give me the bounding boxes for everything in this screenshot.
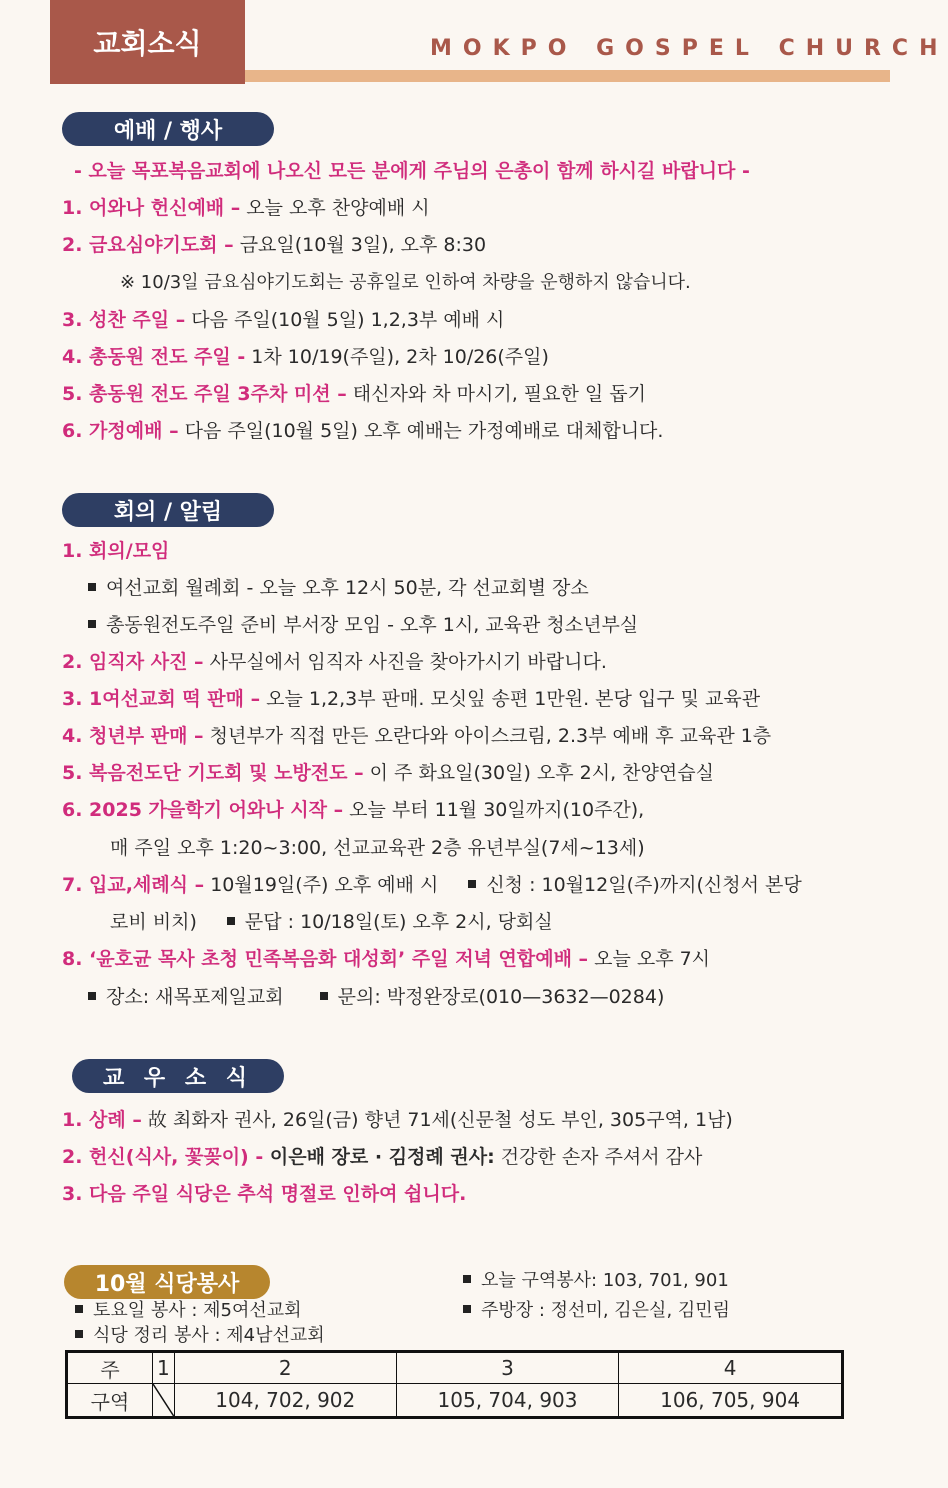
page-title: 교회소식 bbox=[93, 27, 202, 60]
cafeteria-left-item: 식당 정리 봉사 : 제4남선교회 bbox=[75, 1323, 325, 1349]
meeting-item: 5. 복음전도단 기도회 및 노방전도 – 이 주 화요일(30일) 오후 2시, 찬양연습실 bbox=[62, 762, 714, 784]
table-header-cell: 3 bbox=[396, 1352, 618, 1384]
meeting-subitem: 총동원전도주일 준비 부서장 모임 - 오후 1시, 교육관 청소년부실 bbox=[88, 612, 638, 638]
table-cell-empty bbox=[153, 1384, 175, 1418]
bullet-icon bbox=[227, 917, 235, 925]
cafeteria-left-item: 토요일 봉사 : 제5여선교회 bbox=[75, 1298, 302, 1324]
bullet-icon bbox=[468, 880, 476, 888]
worship-item: 2. 금요심야기도회 – 금요일(10월 3일), 오후 8:30 bbox=[62, 234, 487, 256]
table-cell: 104, 702, 902 bbox=[174, 1384, 396, 1418]
worship-item: 6. 가정예배 – 다음 주일(10월 5일) 오후 예배는 가정예배로 대체합니다. bbox=[62, 420, 664, 442]
news-item: 3. 다음 주일 식당은 추석 명절로 인하여 쉽니다. bbox=[62, 1183, 467, 1205]
meeting-item: 6. 2025 가을학기 어와나 시작 – 오늘 부터 11월 30일까지(10주간), bbox=[62, 799, 645, 821]
bullet-icon bbox=[88, 620, 96, 628]
table-row bbox=[67, 1384, 843, 1418]
table-header-cell: 구역 bbox=[67, 1384, 153, 1418]
cafeteria-right-item: 오늘 구역봉사: 103, 701, 901 bbox=[463, 1268, 729, 1294]
meeting-item: 7. 입교,세례식 – 10월19일(주) 오후 예배 시 신청 : 10월12일(주)까지(신청서 본당 bbox=[62, 874, 802, 896]
bullet-icon bbox=[88, 583, 96, 591]
cafeteria-table bbox=[65, 1350, 844, 1419]
meeting-section-title: 회의 / 알림 bbox=[62, 493, 274, 527]
table-header-cell: 주 bbox=[67, 1352, 153, 1384]
bullet-icon bbox=[463, 1305, 471, 1313]
table-cell: 105, 704, 903 bbox=[396, 1384, 618, 1418]
meeting-subitem: 장소: 새목포제일교회 문의: 박정완장로(010—3632—0284) bbox=[88, 984, 664, 1010]
meeting-item: 4. 청년부 판매 – 청년부가 직접 만든 오란다와 아이스크림, 2.3부 예배 후 교육관 1층 bbox=[62, 725, 772, 747]
worship-item: 5. 총동원 전도 주일 3주차 미션 – 태신자와 차 마시기, 필요한 일 돕기 bbox=[62, 383, 646, 405]
news-item: 2. 헌신(식사, 꽃꽂이) - 이은배 장로 · 김정례 권사: 건강한 손자 주셔서 감사 bbox=[62, 1146, 703, 1168]
meeting-item: 2. 임직자 사진 – 사무실에서 임직자 사진을 찾아가시기 바랍니다. bbox=[62, 651, 607, 673]
cafeteria-right-item: 주방장 : 정선미, 김은실, 김민림 bbox=[463, 1298, 730, 1324]
church-name-en: MOKPO GOSPEL CHURCH bbox=[430, 36, 948, 61]
table-row bbox=[67, 1352, 843, 1384]
bullet-icon bbox=[463, 1275, 471, 1283]
bullet-icon bbox=[75, 1330, 83, 1338]
worship-item: 4. 총동원 전도 주일 - 1차 10/19(주일), 2차 10/26(주일) bbox=[62, 346, 549, 368]
diagonal-line-icon bbox=[153, 1384, 174, 1416]
table-header-cell: 2 bbox=[174, 1352, 396, 1384]
greeting-text: - 오늘 목포복음교회에 나오신 모든 분에게 주님의 은총이 함께 하시길 바랍니다 - bbox=[74, 160, 750, 182]
table-header-cell: 4 bbox=[619, 1352, 843, 1384]
worship-section-title: 예배 / 행사 bbox=[62, 112, 274, 146]
meeting-item: 3. 1여선교회 떡 판매 – 오늘 1,2,3부 판매. 모싯잎 송편 1만원. 본당 입구 및 교육관 bbox=[62, 688, 761, 710]
table-header-cell: 1 bbox=[153, 1352, 175, 1384]
table-cell: 106, 705, 904 bbox=[619, 1384, 843, 1418]
bullet-icon bbox=[88, 992, 96, 1000]
bullet-icon bbox=[75, 1305, 83, 1313]
news-section-title: 교 우 소 식 bbox=[72, 1059, 284, 1093]
meeting-item-cont: 로비 비치) 문답 : 10/18일(토) 오후 2시, 당회실 bbox=[110, 911, 553, 933]
meeting-item: 1. 회의/모임 bbox=[62, 540, 170, 562]
worship-item: 1. 어와나 헌신예배 – 오늘 오후 찬양예배 시 bbox=[62, 197, 430, 219]
meeting-item-cont: 매 주일 오후 1:20~3:00, 선교교육관 2층 유년부실(7세~13세) bbox=[110, 837, 645, 859]
meeting-subitem: 여선교회 월례회 - 오늘 오후 12시 50분, 각 선교회별 장소 bbox=[88, 575, 589, 601]
worship-note: ※ 10/3일 금요심야기도회는 공휴일로 인하여 차량을 운행하지 않습니다. bbox=[120, 272, 691, 293]
bullet-icon bbox=[320, 992, 328, 1000]
news-item: 1. 상례 – 故 최화자 권사, 26일(금) 향년 71세(신문철 성도 부인, 305구역, 1남) bbox=[62, 1109, 733, 1131]
cafeteria-section-title: 10월 식당봉사 bbox=[64, 1265, 270, 1299]
worship-item: 3. 성찬 주일 – 다음 주일(10월 5일) 1,2,3부 예배 시 bbox=[62, 309, 505, 331]
meeting-item: 8. ‘윤호균 목사 초청 민족복음화 대성회’ 주일 저녁 연합예배 – 오늘 오후 7시 bbox=[62, 948, 711, 970]
section-title-tab bbox=[50, 0, 245, 84]
